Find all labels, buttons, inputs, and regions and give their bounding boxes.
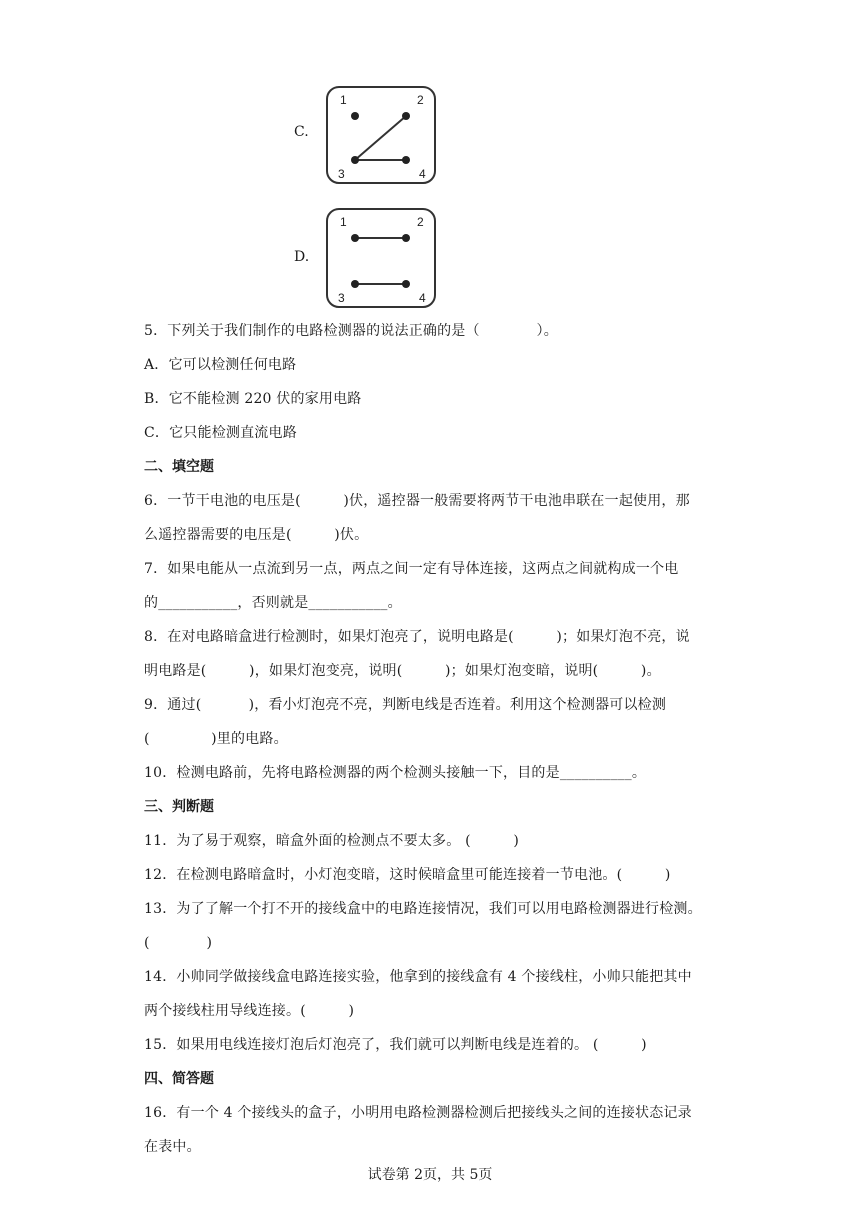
- q9-line-1: 9．通过( )，看小灯泡亮不亮，判断电线是否连着。利用这个检测器可以检测: [144, 697, 667, 713]
- terminal-3-dot: [351, 280, 359, 288]
- q5-option-c: C．它只能检测直流电路: [144, 425, 297, 441]
- terminal-4-dot: [402, 156, 410, 164]
- q10: 10．检测电路前，先将电路检测器的两个检测头接触一下，目的是__________。: [144, 765, 647, 781]
- q6-line-1: 6．一节干电池的电压是( )伏，遥控器一般需要将两节干电池串联在一起使用，那: [144, 493, 690, 509]
- terminal-3-label: 3: [338, 291, 345, 305]
- terminal-2-dot: [402, 234, 410, 242]
- q5-option-a: A．它可以检测任何电路: [144, 357, 297, 373]
- option-d-diagram: [324, 206, 438, 310]
- terminal-1-dot: [351, 112, 359, 120]
- q13-line-1: 13．为了了解一个打不开的接线盒中的电路连接情况，我们可以用电路检测器进行检测。: [144, 901, 702, 917]
- q16-line-2: 在表中。: [144, 1139, 201, 1155]
- section-fill-in-heading: 二、填空题: [144, 459, 214, 475]
- option-d-label: D.: [294, 249, 310, 265]
- terminal-1-label: 1: [340, 215, 347, 229]
- terminal-1-label: 1: [340, 93, 347, 107]
- q15: 15．如果用电线连接灯泡后灯泡亮了，我们就可以判断电线是连着的。 ( ): [144, 1037, 647, 1053]
- terminal-1-dot: [351, 234, 359, 242]
- terminal-4-dot: [402, 280, 410, 288]
- q6-line-2: 么遥控器需要的电压是( )伏。: [144, 527, 369, 543]
- q14-line-2: 两个接线柱用导线连接。( ): [144, 1003, 355, 1019]
- terminal-3-dot: [351, 156, 359, 164]
- option-c-label: C.: [294, 124, 309, 140]
- q16-line-1: 16．有一个 4 个接线头的盒子，小明用电路检测器检测后把接线头之间的连接状态记录: [144, 1105, 692, 1121]
- terminal-4-label: 4: [419, 291, 426, 305]
- q12: 12．在检测电路暗盒时，小灯泡变暗，这时候暗盒里可能连接着一节电池。( ): [144, 867, 671, 883]
- q14-line-1: 14．小帅同学做接线盒电路连接实验，他拿到的接线盒有 4 个接线柱，小帅只能把其中: [144, 969, 692, 985]
- page-footer: 试卷第 2页，共 5页: [367, 1167, 493, 1183]
- q7-line-2: 的___________，否则就是___________。: [144, 595, 402, 611]
- option-c-diagram: [324, 84, 438, 186]
- terminal-4-label: 4: [419, 167, 426, 181]
- q8-line-2: 明电路是( )，如果灯泡变亮，说明( )；如果灯泡变暗，说明( )。: [144, 663, 661, 679]
- terminal-3-label: 3: [338, 167, 345, 181]
- q13-line-2: ( ): [144, 935, 213, 951]
- q9-line-2: ( )里的电路。: [144, 731, 288, 747]
- section-short-answer-heading: 四、简答题: [144, 1071, 214, 1087]
- q5-stem: 5．下列关于我们制作的电路检测器的说法正确的是（ ）。: [144, 323, 558, 339]
- terminal-2-dot: [402, 112, 410, 120]
- terminal-2-label: 2: [417, 215, 424, 229]
- q7-line-1: 7．如果电能从一点流到另一点，两点之间一定有导体连接，这两点之间就构成一个电: [144, 561, 679, 577]
- terminal-2-label: 2: [417, 93, 424, 107]
- q5-option-b: B．它不能检测 220 伏的家用电路: [144, 391, 362, 407]
- section-judgement-heading: 三、判断题: [144, 799, 214, 815]
- q8-line-1: 8．在对电路暗盒进行检测时，如果灯泡亮了，说明电路是( )；如果灯泡不亮，说: [144, 629, 690, 645]
- q11: 11．为了易于观察，暗盒外面的检测点不要太多。 ( ): [144, 833, 519, 849]
